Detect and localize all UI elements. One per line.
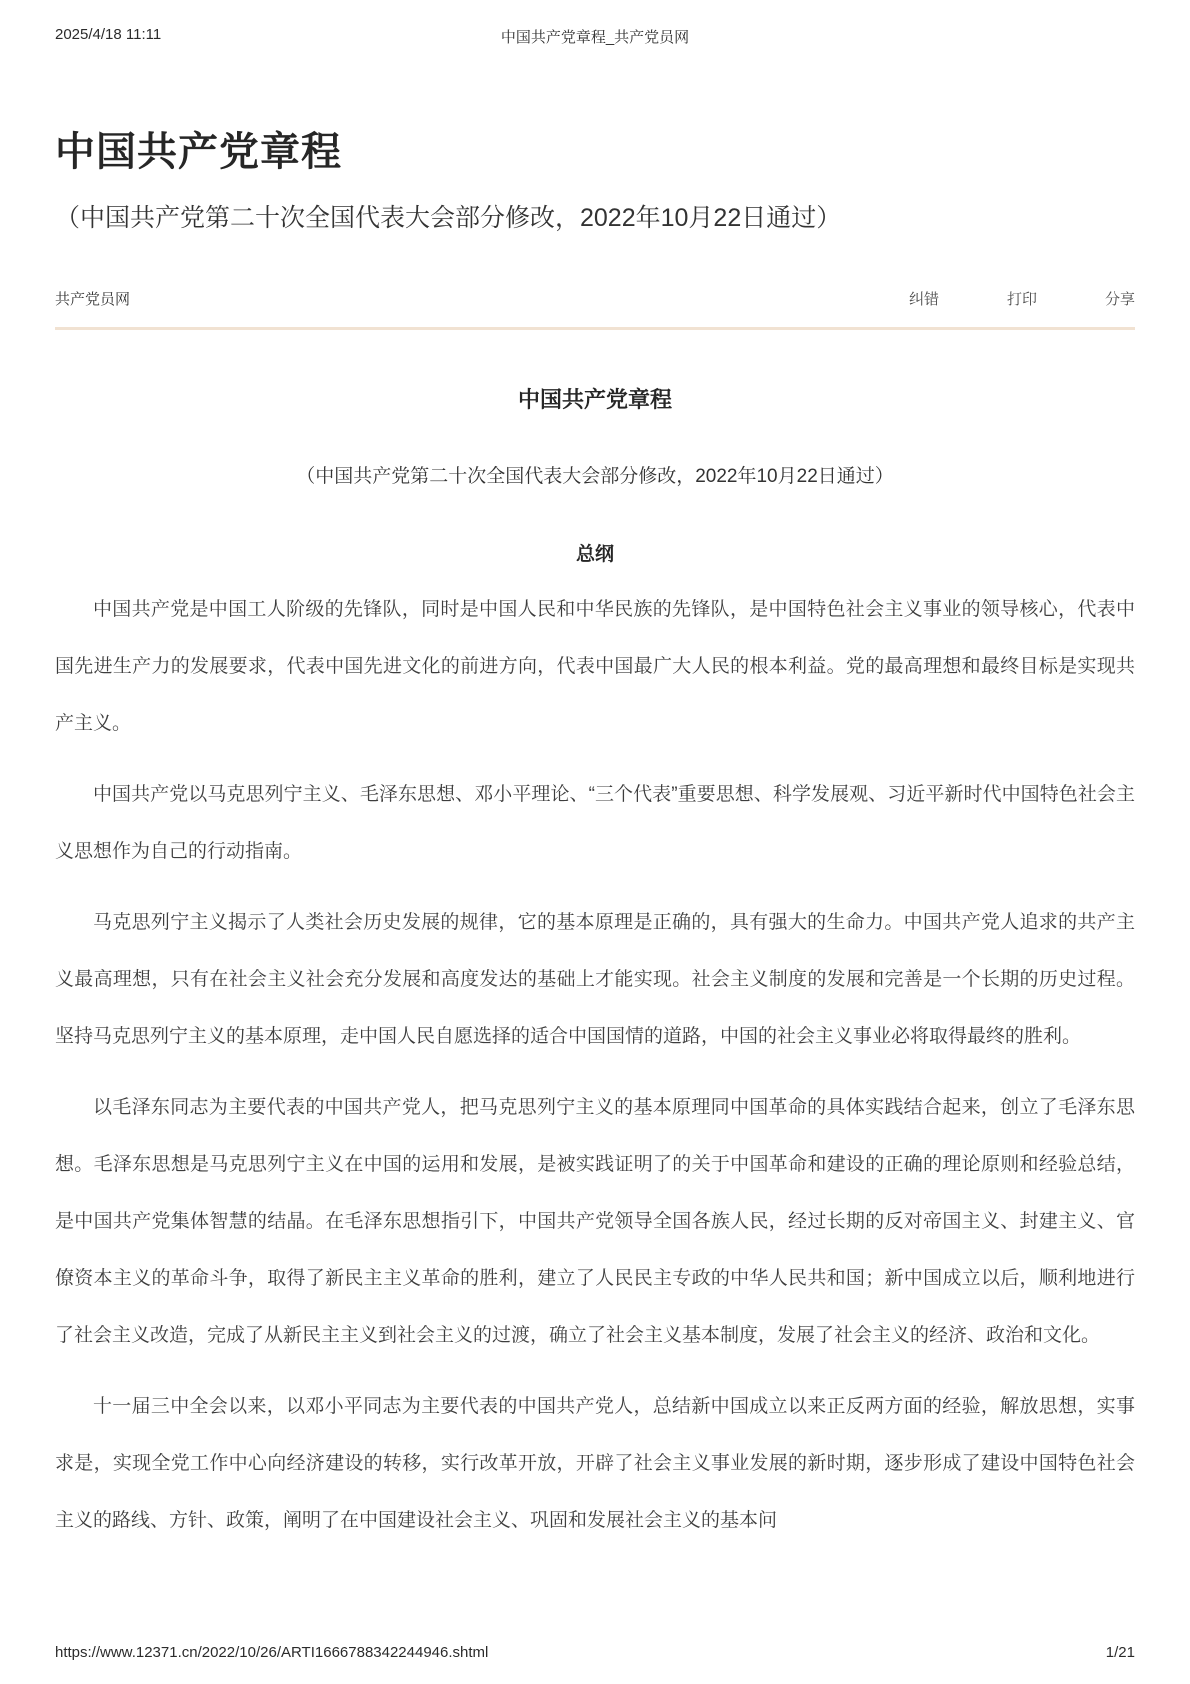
- divider: [55, 327, 1135, 330]
- paragraph: 十一届三中全会以来，以邓小平同志为主要代表的中国共产党人，总结新中国成立以来正反两方面的经验，解放思想，实事求是，实现全党工作中心向经济建设的转移，实行改革开放，开辟了社会主义事业发展的新时期，逐步形成了建设中国特色社会主义的路线、方针、政策，阐明了在中国建设社会主义、巩固和发展社会主义的基本问: [55, 1396, 1135, 1531]
- print-header: [55, 26, 1135, 46]
- footer-page-number: 1/21: [1105, 1644, 1135, 1661]
- print-doc-title: 中国共产党章程_共产党员网: [500, 29, 690, 46]
- footer-url: https://www.12371.cn/2022/10/26/ARTI1666788342244946.shtml: [55, 1644, 489, 1661]
- paragraph: 马克思列宁主义揭示了人类社会历史发展的规律，它的基本原理是正确的，具有强大的生命力。中国共产党人追求的共产主义最高理想，只有在社会主义社会充分发展和高度发达的基础上才能实现。社会主义制度的发展和完善是一个长期的历史过程。坚持马克思列宁主义的基本原理，走中国人民自愿选择的适合中国国情的道路，中国的社会主义事业必将取得最终的胜利。: [55, 912, 1135, 1047]
- article-subtitle: （中国共产党第二十次全国代表大会部分修改，2022年10月22日通过）: [55, 204, 842, 232]
- section-heading: 总纲: [575, 544, 614, 565]
- paragraph: 中国共产党是中国工人阶级的先锋队，同时是中国人民和中华民族的先锋队，是中国特色社会主义事业的领导核心，代表中国先进生产力的发展要求，代表中国先进文化的前进方向，代表中国最广大人民的根本利益。党的最高理想和最终目标是实现共产主义。: [55, 599, 1135, 734]
- paragraphs: [55, 581, 1135, 1549]
- meta-row: [55, 288, 1135, 309]
- correction-button[interactable]: 纠错: [908, 291, 939, 308]
- source-link[interactable]: 共产党员网: [55, 291, 131, 308]
- paragraph: 中国共产党以马克思列宁主义、毛泽东思想、邓小平理论、“三个代表”重要思想、科学发展观、习近平新时代中国特色社会主义思想作为自己的行动指南。: [55, 784, 1135, 862]
- paragraph: 以毛泽东同志为主要代表的中国共产党人，把马克思列宁主义的基本原理同中国革命的具体实践结合起来，创立了毛泽东思想。毛泽东思想是马克思列宁主义在中国的运用和发展，是被实践证明了的关于中国革命和建设的正确的理论原则和经验总结，是中国共产党集体智慧的结晶。在毛泽东思想指引下，中国共产党领导全国各族人民，经过长期的反对帝国主义、封建主义、官僚资本主义的革命斗争，取得了新民主主义革命的胜利，建立了人民民主专政的中华人民共和国；新中国成立以后，顺利地进行了社会主义改造，完成了从新民主主义到社会主义的过渡，确立了社会主义基本制度，发展了社会主义的经济、政治和文化。: [55, 1097, 1135, 1346]
- article-title: 中国共产党章程: [55, 130, 342, 174]
- print-button[interactable]: 打印: [1006, 291, 1037, 308]
- print-footer: [55, 1644, 1135, 1664]
- share-button[interactable]: 分享: [1104, 291, 1135, 308]
- body-subtitle: （中国共产党第二十次全国代表大会部分修改，2022年10月22日通过）: [296, 466, 894, 487]
- print-datetime: 2025/4/18 11:11: [55, 26, 162, 43]
- action-bar: [909, 288, 1135, 309]
- body-title: 中国共产党章程: [517, 387, 672, 412]
